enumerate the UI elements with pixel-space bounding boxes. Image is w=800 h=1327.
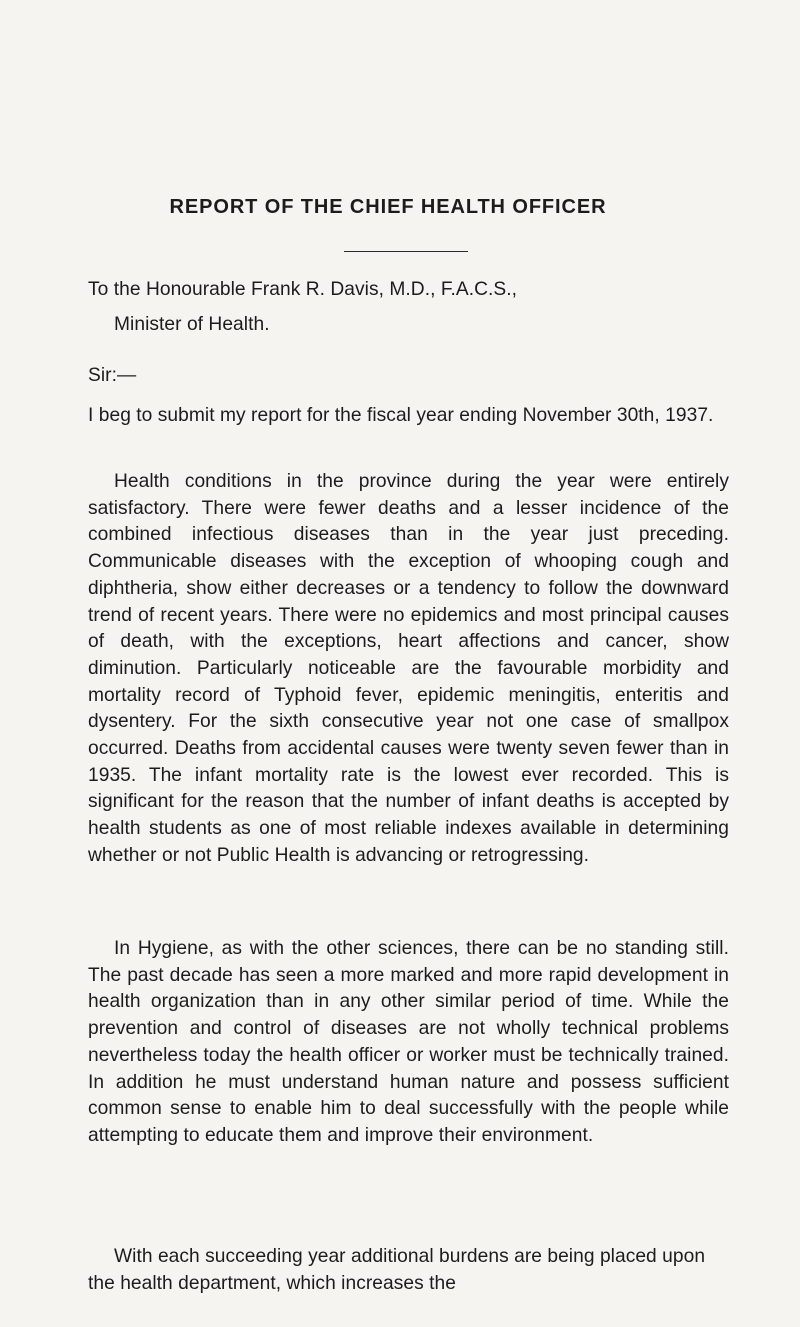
addressee-title: Minister of Health. — [114, 313, 270, 335]
addressee-name: To the Honourable Frank R. Davis, M.D., F.A.C.S., — [88, 279, 517, 300]
salutation: Sir:— — [88, 365, 137, 386]
title-divider — [344, 251, 468, 252]
addressee-block — [88, 277, 728, 338]
report-title: REPORT OF THE CHIEF HEALTH OFFICER — [169, 196, 607, 218]
paragraph-intro: I beg to submit my report for the fiscal year ending November 30th, 1937. — [88, 405, 714, 426]
paragraph-hygiene: In Hygiene, as with the other sciences, there can be no standing still. The past decade has seen a more marked and more rapid development in health organization than in any other similar period of time. While the prevention and control of diseases are not wholly technical problems nevertheless today the health officer or worker must be technically trained. In addition he must understand human nature and possess sufficient common sense to enable him to deal successfully with the people while attempting to educate them and improve their environment. — [88, 938, 729, 1146]
paragraph-health-conditions: Health conditions in the province during the year were entirely satisfactory. There were fewer deaths and a lesser incidence of the combined infectious diseases than in the year just preceding. Communicable diseases with the exception of whooping cough and diphtheria, show either decreases or a tendency to follow the downward trend of recent years. There were no epidemics and most principal causes of death, with the exceptions, heart affections and cancer, show diminution. Particularly noticeable are the favourable morbidity and mortality record of Typhoid fever, epidemic meningitis, enteritis and dysentery. For the sixth consecutive year not one case of smallpox occurred. Deaths from accidental causes were twenty seven fewer than in 1935. The infant mortality rate is the lowest ever recorded. This is significant for the reason that the number of infant deaths is accepted by health students as one of most reliable indexes available in determining whether or not Public Health is advancing or retrogressing. — [88, 471, 729, 866]
paragraph-burdens: With each succeeding year additional burdens are being placed upon the health department, which increases the — [88, 1246, 706, 1294]
